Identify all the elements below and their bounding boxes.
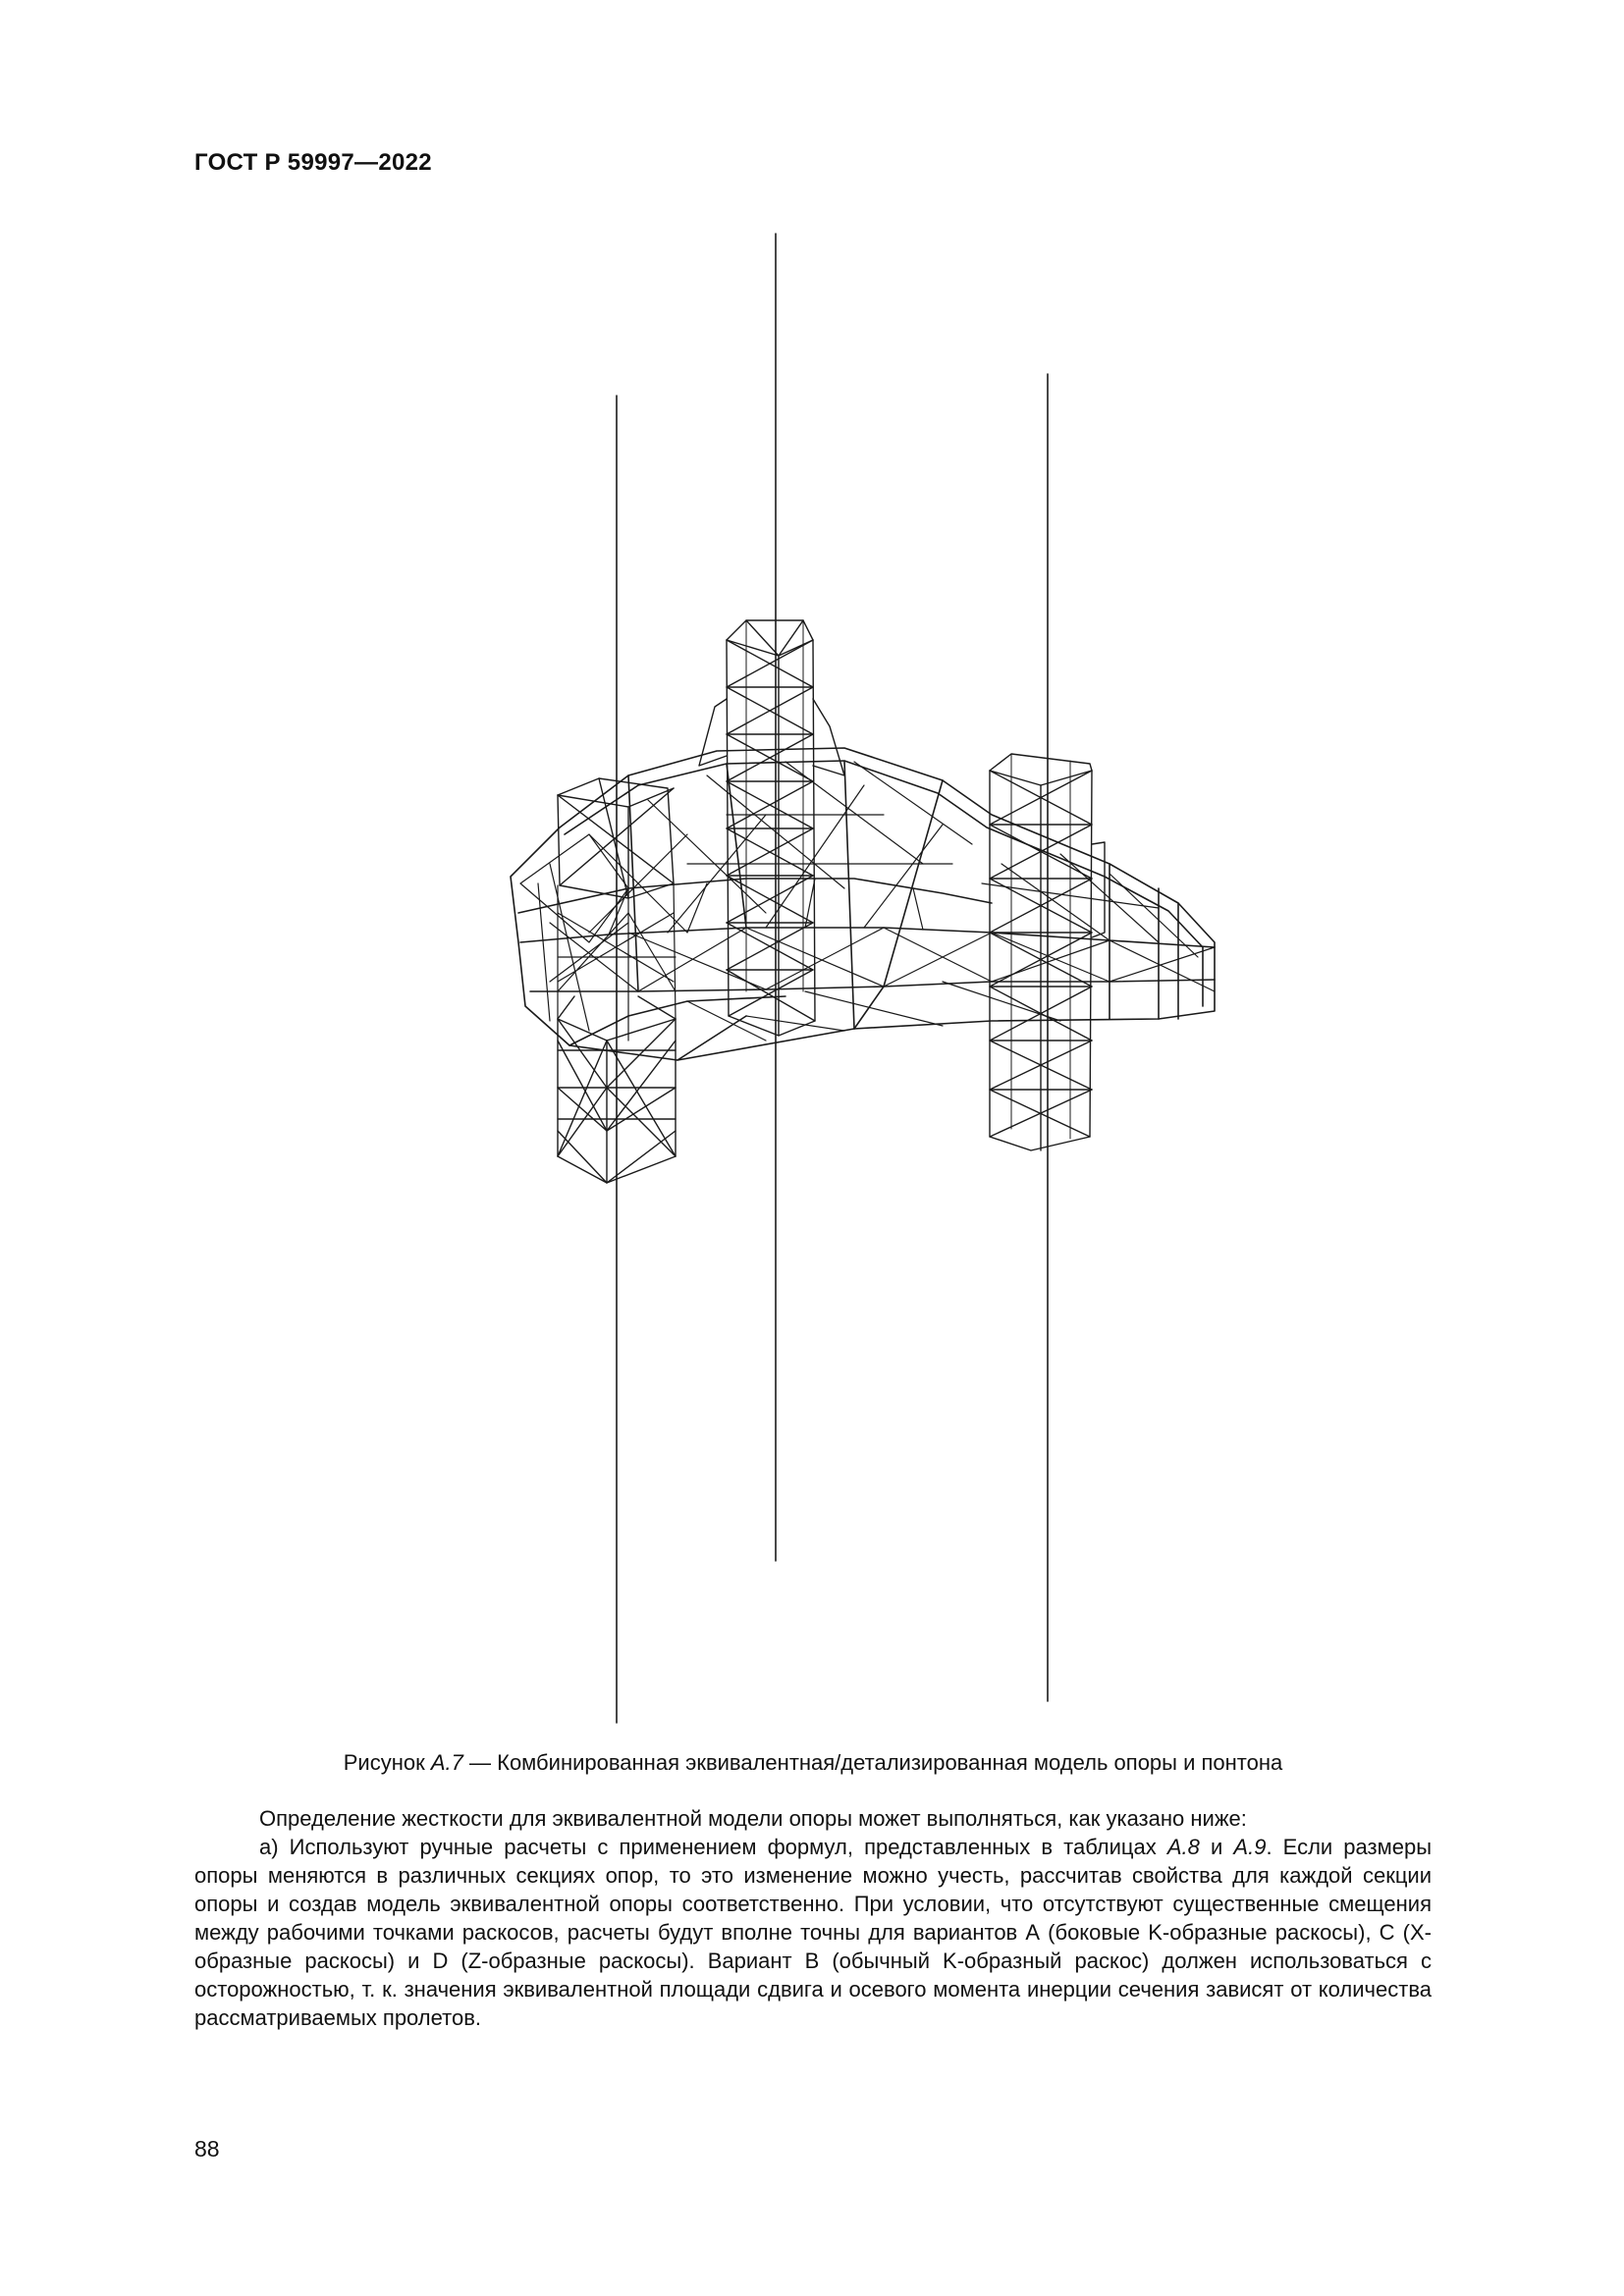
paragraph-intro: Определение жесткости для эквивалентной модели опоры может выполняться, как указано ниже:: [259, 1806, 1247, 1831]
caption-separator: —: [462, 1750, 498, 1775]
paragraph-item-a: [194, 1833, 1432, 2032]
caption-title: Комбинированная эквивалентная/детализированная модель опоры и понтона: [497, 1750, 1283, 1775]
document-header: ГОСТ Р 59997—2022: [194, 149, 432, 176]
table-reference-a8: А.8: [1166, 1835, 1200, 1859]
caption-number: А.7: [430, 1750, 463, 1775]
item-a-text-start: а) Используют ручные расчеты с применением формул, представленных в таблицах: [259, 1835, 1167, 1859]
pontoon-mesh: [520, 762, 1215, 1041]
center-leg: [699, 620, 844, 1036]
caption-label: Рисунок: [343, 1750, 425, 1775]
figure-caption: [194, 1750, 1432, 1776]
left-leg-upper: [558, 778, 674, 898]
page-number: 88: [194, 2136, 220, 2162]
table-reference-a9: А.9: [1233, 1835, 1267, 1859]
conjunction: и: [1199, 1835, 1234, 1859]
body-text: [194, 1804, 1432, 2032]
item-a-text-end: . Если размеры опоры меняются в различных секциях опор, то это изменение можно учесть, рассчитав свойства для каждой секции опоры и создав модель эквивалентной опоры соответственно. При условии, что отсутствуют существенные смещения между рабочими точками раскосов, расчеты будут вполне точны для вариантов А (боковые K-образные раскосы), С (Х-образные раскосы) и D (Z-образные раскосы). Вариант В (обычный K-образный раскос) должен использоваться с осторожностью, т. к. значения эквивалентной площади сдвига и осевого момента инерции сечения зависят от количества рассматриваемых пролетов.: [194, 1835, 1433, 2030]
